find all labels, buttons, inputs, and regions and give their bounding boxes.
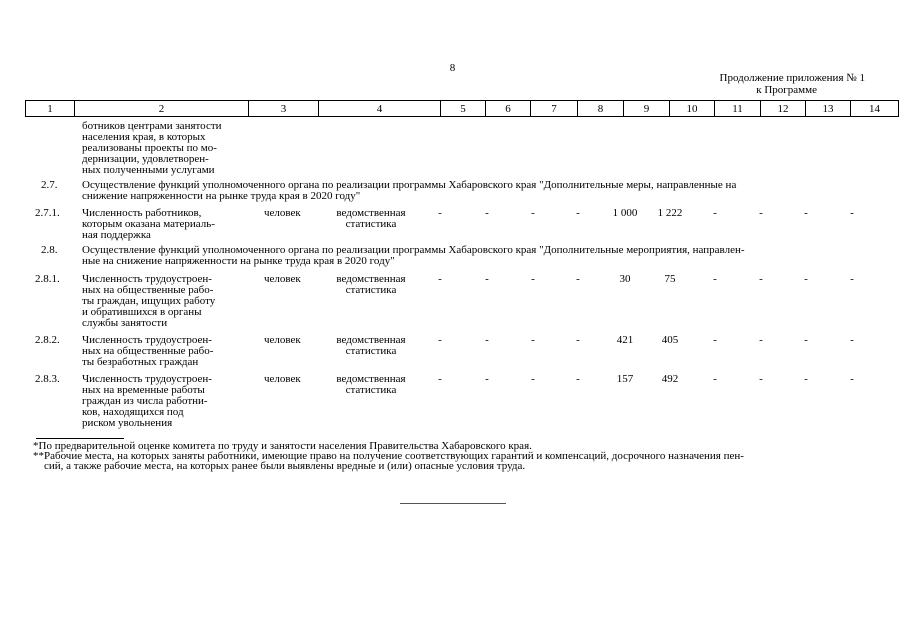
source-line: статистика — [345, 284, 397, 296]
appendix-line-1: Продолжение приложения № 1 — [719, 72, 865, 84]
col-header-4: 4 — [319, 101, 441, 117]
carry-line: ботников центрами занятости — [82, 120, 222, 132]
value-cell: - — [759, 373, 763, 385]
value-cell: - — [576, 334, 580, 346]
value-cell: - — [531, 273, 535, 285]
value-cell: - — [438, 373, 442, 385]
section-title-line: Осуществление функций уполномоченного органа по реализации программы Хабаровского края "Дополнительные меры, направленные на — [82, 179, 737, 191]
carry-line: реализованы проекты по мо- — [82, 142, 217, 154]
value-cell: - — [531, 207, 535, 219]
col-header-3: 3 — [249, 101, 319, 117]
footnote-1: *По предварительной оценке комитета по труду и занятости населения Правительства Хабаровского края. — [33, 440, 532, 452]
value-cell: - — [850, 273, 854, 285]
indicator-name-line: службы занятости — [82, 317, 168, 329]
indicator-name-line: риском увольнения — [82, 417, 173, 429]
value-cell: - — [759, 207, 763, 219]
end-of-page-line — [400, 503, 506, 504]
indicator-name-line: которым оказана материаль- — [82, 218, 215, 230]
col-header-14: 14 — [851, 101, 899, 117]
value-cell: - — [438, 273, 442, 285]
indicator-name-line: ная поддержка — [82, 229, 151, 241]
source-line: ведомственная — [336, 373, 406, 385]
unit-cell: человек — [264, 273, 301, 285]
indicator-name-line: Численность работников, — [82, 207, 202, 219]
row-number: 2.8.1. — [35, 273, 60, 285]
unit-cell: человек — [264, 207, 301, 219]
section-title-line: снижение напряженности на рынке труда края в 2020 году" — [82, 190, 361, 202]
value-cell: 75 — [664, 273, 676, 285]
value-cell: - — [850, 373, 854, 385]
indicator-name-line: Численность трудоустроен- — [82, 373, 212, 385]
col-header-2: 2 — [75, 101, 249, 117]
carry-line: ных полученными услугами — [82, 164, 215, 176]
indicator-name-line: ты граждан, ищущих работу — [82, 295, 216, 307]
row-number: 2.7.1. — [35, 207, 60, 219]
value-cell: - — [759, 273, 763, 285]
value-cell: - — [531, 373, 535, 385]
indicator-name-line: Численность трудоустроен- — [82, 273, 212, 285]
col-header-9: 9 — [624, 101, 670, 117]
row-number: 2.8.2. — [35, 334, 60, 346]
source-line: статистика — [345, 384, 397, 396]
carry-line: населения края, в которых — [82, 131, 206, 143]
value-cell: - — [713, 207, 717, 219]
column-header-table — [25, 100, 899, 117]
value-cell: - — [485, 373, 489, 385]
indicator-name-line: Численность трудоустроен- — [82, 334, 212, 346]
value-cell: - — [804, 273, 808, 285]
indicator-name-line: ков, находящихся под — [82, 406, 184, 418]
value-cell: - — [531, 334, 535, 346]
col-header-1: 1 — [26, 101, 75, 117]
source-line: ведомственная — [336, 207, 406, 219]
indicator-name-line: ных на временные работы — [82, 384, 205, 396]
value-cell: - — [713, 334, 717, 346]
page-number: 8 — [449, 62, 456, 74]
unit-cell: человек — [264, 373, 301, 385]
col-header-6: 6 — [486, 101, 531, 117]
indicator-name-line: ты безработных граждан — [82, 356, 199, 368]
footnote-2-line-1: **Рабочие места, на которых заняты работники, имеющие право на получение соответствующих гарантий и компенсаций, досрочного назначения пен- — [33, 450, 744, 462]
row-number: 2.8.3. — [35, 373, 60, 385]
col-header-13: 13 — [806, 101, 851, 117]
value-cell: - — [576, 373, 580, 385]
value-cell: 157 — [616, 373, 634, 385]
col-header-12: 12 — [761, 101, 806, 117]
source-line: статистика — [345, 218, 397, 230]
value-cell: 492 — [661, 373, 679, 385]
indicator-name-line: и обратившихся в органы — [82, 306, 202, 318]
value-cell: - — [713, 273, 717, 285]
indicator-name-line: ных на общественные рабо- — [82, 284, 214, 296]
col-header-10: 10 — [670, 101, 715, 117]
value-cell: - — [850, 334, 854, 346]
indicator-name-line: ных на общественные рабо- — [82, 345, 214, 357]
value-cell: 405 — [661, 334, 679, 346]
value-cell: - — [759, 334, 763, 346]
value-cell: - — [850, 207, 854, 219]
source-line: ведомственная — [336, 334, 406, 346]
unit-cell: человек — [264, 334, 301, 346]
value-cell: 1 000 — [612, 207, 638, 219]
value-cell: - — [576, 273, 580, 285]
section-title-line: Осуществление функций уполномоченного органа по реализации программы Хабаровского края "Дополнительные мероприятия, направлен- — [82, 244, 745, 256]
value-cell: 421 — [616, 334, 634, 346]
value-cell: - — [485, 273, 489, 285]
footnote-separator — [36, 438, 124, 439]
col-header-11: 11 — [715, 101, 761, 117]
footnote-2-line-2: сий, а также рабочие места, на которых ранее были выявлены вредные и (или) опасные условия труда. — [44, 460, 526, 472]
value-cell: - — [804, 373, 808, 385]
section-title-line: ные на снижение напряженности на рынке труда края в 2020 году" — [82, 255, 395, 267]
value-cell: - — [485, 334, 489, 346]
col-header-5: 5 — [441, 101, 486, 117]
value-cell: - — [438, 334, 442, 346]
source-line: ведомственная — [336, 273, 406, 285]
source-line: статистика — [345, 345, 397, 357]
value-cell: 1 222 — [657, 207, 683, 219]
value-cell: - — [804, 207, 808, 219]
row-number: 2.8. — [41, 244, 58, 256]
indicator-name-line: граждан из числа работни- — [82, 395, 208, 407]
value-cell: - — [485, 207, 489, 219]
col-header-8: 8 — [578, 101, 624, 117]
value-cell: - — [576, 207, 580, 219]
value-cell: - — [804, 334, 808, 346]
appendix-caption — [640, 72, 865, 96]
appendix-line-2: к Программе — [756, 84, 817, 96]
col-header-7: 7 — [531, 101, 578, 117]
row-number: 2.7. — [41, 179, 58, 191]
value-cell: 30 — [619, 273, 631, 285]
value-cell: - — [438, 207, 442, 219]
value-cell: - — [713, 373, 717, 385]
carry-line: дернизации, удовлетворен- — [82, 153, 209, 165]
